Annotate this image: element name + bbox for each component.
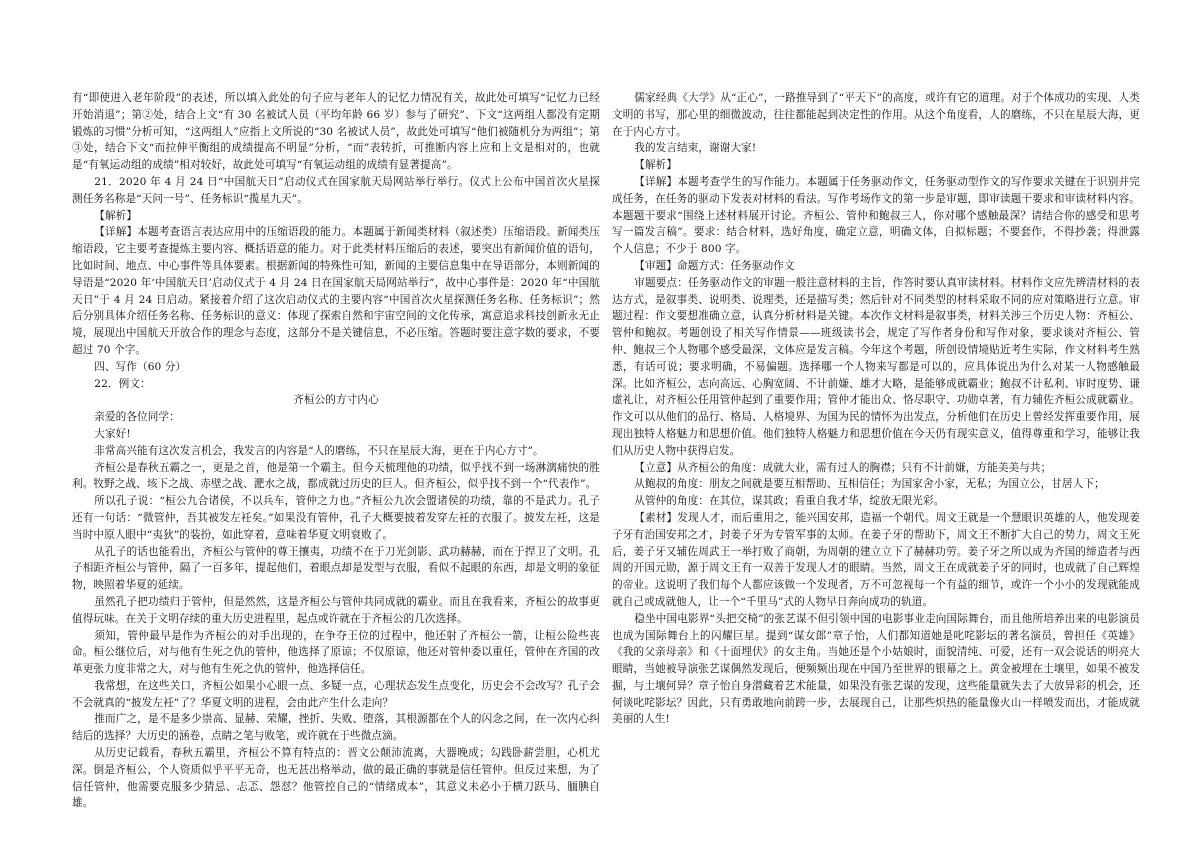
essay-paragraph: 虽然孔子把功绩归于管仲，但是然然，这是齐桓公与管仲共同成就的霸业。而且在我看来，齐桓公的故事更值得玩味。在关于文明存续的重大历史进程里，起点或许就在于齐桓公的几次选择。	[72, 595, 600, 625]
right-column	[612, 90, 1140, 728]
essay-paragraph: 推而广之，是不是多少崇高、显赫、荣耀，挫折、失败、堕落，其根源都在个人的闪念之间，在一次内心纠结后的选择？大历史的涵卷，点睛之笔与败笔，或许就在于些微点滴。	[72, 713, 600, 743]
essay-paragraph: 非常高兴能有这次发言机会，我发言的内容是“人的磨练，不只在星辰大海，更在于内心方寸”。	[94, 444, 544, 457]
essay-paragraph: 儒家经典《大学》从“正心”，一路推导到了“平天下”的高度，或许有它的道理。对于个体成功的实现、人类文明的书写，那心里的细微波动，往往都能起到决定性的作用。从这个角度看，人的磨练，不只在星辰大海，更在于内心方寸。	[612, 92, 1140, 138]
topic-review-points: 审题要点：任务驱动作文的审题一般注意材料的主旨，作答时要认真审读材料。材料作文应先辨清材料的表达方式，是叙事类、说明类、说理类，还是描写类；然后针对不同类型的材料采取不同的应对策略进行立意。审题过程：作文要想准确立意，认真分析材料是关键。本次作文材料是叙事类，材料关涉三个历史人物：齐桓公、管仲和鲍叔。考题创设了相关写作情景——班级读书会，规定了写作者身份和写作对象，要求谈对齐桓公、管仲、鲍叔三个人物哪个感受最深，文体应是发言稿。今年这个考题，所创设情境贴近考生实际，作文材料考生熟悉，有话可说；要求明确，不易偏题。选择哪一个人物来写都是可以的，应具体说出为什么对某一人物感触最深。比如齐桓公，志向高远、心胸宽阔、不计前嫌、雄才大略，是能够成就霸业；鲍叔不计私利、审时度势、谦虚礼让，对齐桓公任用管仲起到了重要作用；管仲才能出众、恪尽职守、功勋卓著，有力辅佐齐桓公成就霸业。作文可以从他们的品行、格局、人格境界、为国为民的情怀为出发点，分析他们在历史上曾经发挥重要作用，展现出独特人格魅力和思想价值。他们独特人格魅力和思想价值在今天仍有现实意义，值得尊重和学习，能够让我们从历史人物中获得启发。	[612, 276, 1140, 457]
analysis-continuation-paragraph: 有“即使进入老年阶段”的表述，所以填入此处的句子应与老年人的记忆力情况有关，故此处可填写“记忆力已经开始消退”；第②处，结合上文“有 30 名被试人员（平均年龄 66 岁）参与了研究”、下文“这两组人都没有定期锻炼的习惯”分析可知，“这两组人”应指上文所说的“30 名被试人员”，故此处可填写“他们被随机分为两组”；第③处，结合下文“而拉伸平衡组的成绩提高不明显”分析，“而”表转折，可推断内容上应和上文是相对的，也就是“有氧运动组的成绩”相对较好，故此处可填写“有氧运动组的成绩有显著提高”。	[72, 92, 600, 172]
essay-paragraph: 我常想，在这些关口，齐桓公如果小心眼一点、多疑一点，心理状态发生点变化，历史会不会改写？孔子会不会就真的“披发左衽”了？华夏文明的进程，会由此产生什么走向？	[72, 679, 600, 709]
detailed-explanation-21: 【详解】本题考查语言表达应用中的压缩语段的能力。本题属于新闻类材料（叙述类）压缩语段。新闻类压缩语段，它主要考查提炼主要内容、概括语意的能力。对于此类材料压缩后的表述，要突出有新闻价值的语句，比如时间、地点、中心事件等具体要素。根据新闻的特殊性可知，新闻的主要信息集中在导语部分，本则新闻的导语是“2020 年‘中国航天日’启动仪式于 4 月 24 日在国家航天局网站举行”，故中心事件是：2020 年“中国航天日”于 4 月 24 日启动。紧接着介绍了这次启动仪式的主要内容“中国首次火星探测任务名称、任务标识”；然后分别具体介绍任务名称、任务标识的意义：体现了探索自然和宇宙空间的文化传承，寓意追求科技创新永无止境，展现出中国航天开放合作的理念与态度，这部分不是关键信息，不必压缩。答题时要注意字数的要求，不要超过 70 个字。	[72, 226, 600, 356]
analysis-heading: 【解析】	[634, 159, 678, 172]
material-paragraph: 稳坐中国电影界“头把交椅”的张艺谋不但引领中国的电影事业走向国际舞台，而且他所培养出来的电影演员也成为国际舞台上的闪耀巨星。提到“谋女郎”章子怡，人们都知道她是叱咤影坛的著名演员，曾担任《英雄》《我的父亲母亲》和《十面埋伏》的女主角。当她还是个小姑娘时，面貌清纯、可爱，还有一双会说话的明亮大眼睛，当她被导演张艺谋偶然发现后，便频频出现在中国乃至世界的银幕之上。黄金被埋在土壤里，如果不被发掘，与土壤何异？章子怡自身潜藏着艺术能量，如果没有张艺谋的发现，这些能量就失去了大放异彩的机会，还何谈叱咤影坛？因此，只有勇敢地向前跨一步，去展现自己，让那些炽热的能量像火山一样喷发而出，才能成就美丽的人生!	[612, 612, 1140, 726]
essay-paragraph: 须知，管仲最早是作为齐桓公的对手出现的，在争夺王位的过程中，他还射了齐桓公一箭，让桓公险些丧命。桓公继位后，对与他有生死之仇的管仲，他选择了原谅；不仅原谅，他还对管仲委以重任，管仲在齐国的改革更张力度非常之大，对与他有生死之仇的管仲，他选择信任。	[72, 629, 600, 676]
essay-paragraph: 从孔子的话也能看出，齐桓公与管仲的尊王攘夷，功绩不在于刀光剑影、武功赫赫，而在于捍卫了文明。孔子相距齐桓公与管仲，隔了一百多年，提起他们，着眼点却是发型与衣服，看似不起眼的东西，却是文明的象征物，映照着华夏的延续。	[72, 545, 600, 592]
essay-paragraph: 从历史记载看，春秋五霸里，齐桓公不算有特点的：晋文公颠沛流离，大器晚成；勾践卧薪尝胆，心机尤深。倒是齐桓公，个人资质似乎平平无奇，也无甚出格举动，做的最正确的事就是信任管仲。但反过来想，为了信任管仲，他需要克服多少猜忌、忐忑、怨怼？他管控自己的“情绪成本”，其意义未必小于横刀跃马、腼腆自雄。	[72, 747, 600, 810]
question-22-label: 22．例文：	[94, 377, 151, 390]
section-four-heading: 四、写作（60 分）	[94, 360, 187, 373]
essay-salutation: 亲爱的各位同学：	[94, 411, 180, 424]
detailed-explanation-22: 【详解】本题考查学生的写作能力。本题属于任务驱动作文，任务驱动型作文的写作要求关键在于识别并完成任务，在任务的驱动下发表对材料的看法。写作考场作文的第一步是审题，即审读题干要求和审读材料内容。本题题干要求“围绕上述材料展开讨论。齐桓公、管仲和鲍叔三人，你对哪个感触最深？请结合你的感受和思考写一篇发言稿”。要求：结合材料，选好角度，确定立意，明确文体，自拟标题；不要套作，不得抄袭；得泄露个人信息；不少于 800 字。	[612, 175, 1140, 256]
left-column	[72, 90, 600, 812]
topic-review-heading: 【审题】命题方式：任务驱动作文	[634, 259, 795, 272]
question-21-answer: 21．2020 年 4 月 24 日“中国航天日”启动仪式在国家航天局网站举行举行。仪式上公布中国首次火星探测任务名称是“天问一号”、任务标识“揽星九天”。	[72, 175, 600, 205]
essay-closing: 我的发言结束，谢谢大家!	[634, 142, 757, 155]
essay-greeting: 大家好!	[94, 427, 131, 440]
analysis-heading: 【解析】	[94, 209, 138, 222]
material-paragraph: 【素材】发现人才，而后重用之，能兴国安邦，造福一个朝代。周文王就是一个慧眼识英雄的人，他发现姜子牙有治国安邦之才，封姜子牙为专管军事的太师。在姜子牙的帮助下，周文王不断扩大自己的势力，周文王死后，姜子牙又辅佐周武王一举打败了商朝，为周朝的建立立下了赫赫功劳。姜子牙之所以成为齐国的缔造者与西周的开国元勋，源于周文王有一双善于发现人才的眼睛。当然，周文王在成就姜子牙的同时，也成就了自己辉煌的帝业。这说明了我们每个人都应该做一个发现者，万不可忽视每一个有益的细节，或许一个小小的发现就能成就自己或成就他人，让一个“千里马”式的人物早日奔向成功的轨道。	[612, 511, 1140, 608]
theme-qi-huan-gong: 【立意】从齐桓公的角度：成就大业，需有过人的胸襟；只有不计前嫌，方能美美与共；	[634, 461, 1052, 474]
essay-paragraph: 齐桓公是春秋五霸之一，更是之首，他是第一个霸主。但今天梳理他的功绩，似乎找不到一场淋漓痛快的胜利。牧野之战、垓下之战、赤壁之战、淝水之战，都成就过历史的巨人。但齐桓公，似乎找不到一个“代表作”。	[72, 461, 600, 491]
theme-bao-shu: 从鲍叔的角度：朋友之间就是要互相帮助、互相信任；为国家舍小家，无私；为国立公，甘居人下；	[634, 478, 1105, 491]
theme-guan-zhong: 从管仲的角度：在其位，谋其政；看重自我才华，绽放无限光彩。	[634, 495, 945, 508]
essay-title: 齐桓公的方寸内心	[293, 394, 379, 407]
essay-paragraph: 所以孔子说：“桓公九合诸侯，不以兵车，管仲之力也。”齐桓公九次会盟诸侯的功绩，靠的不是武力。孔子还有一句话：“微管仲，吾其被发左衽矣。”如果没有管仲，孔子大概要披着发穿左衽的衣服了。披发左衽，这是当时中原人眼中“夷狄”的装扮，如此穿着，意味着华夏文明衰败了。	[72, 495, 600, 541]
